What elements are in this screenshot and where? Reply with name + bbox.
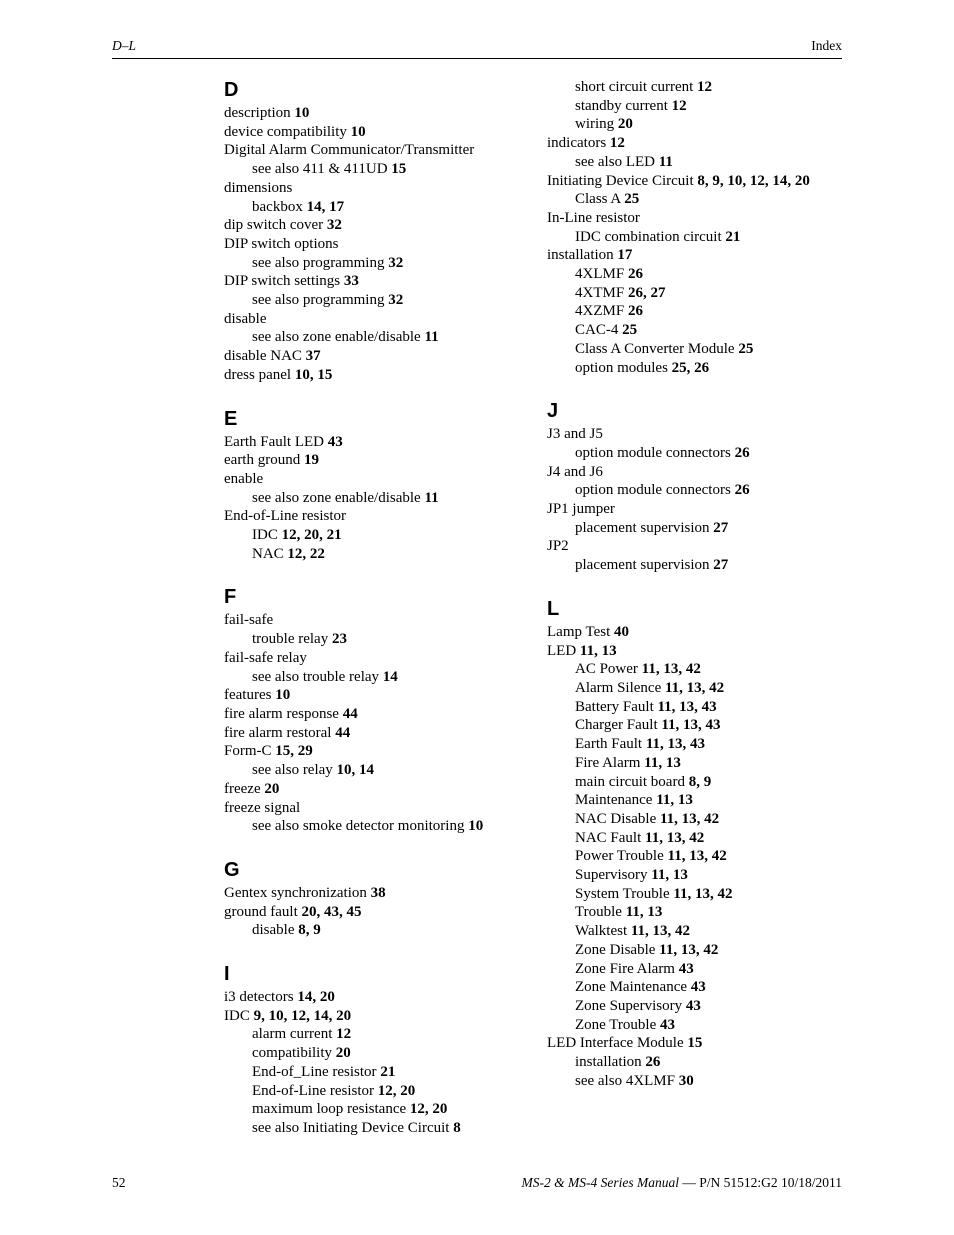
index-entry bbox=[224, 705, 534, 724]
entry-term: placement supervision bbox=[575, 557, 710, 574]
index-entry bbox=[547, 1034, 847, 1053]
entry-pages: 11, 13, 42 bbox=[641, 661, 701, 678]
entry-term: option module connectors bbox=[575, 482, 731, 499]
entry-pages: 12 bbox=[671, 97, 687, 114]
entry-term: Earth Fault LED bbox=[224, 433, 324, 450]
index-entry bbox=[224, 1007, 534, 1026]
index-left-column bbox=[224, 78, 534, 1160]
index-entry bbox=[547, 172, 847, 191]
index-section bbox=[547, 399, 847, 575]
index-entry bbox=[224, 347, 534, 366]
entry-term: dip switch cover bbox=[224, 217, 324, 234]
index-section bbox=[547, 78, 847, 377]
entry-term: disable bbox=[224, 310, 267, 327]
index-subentry bbox=[547, 284, 847, 303]
entry-pages: 43 bbox=[690, 979, 706, 996]
entry-term: disable bbox=[252, 922, 295, 939]
index-subentry bbox=[547, 228, 847, 247]
index-entry bbox=[224, 310, 534, 329]
entry-pages: 15 bbox=[391, 161, 407, 178]
index-subentry bbox=[547, 302, 847, 321]
manual-title: MS-2 & MS-4 Series Manual bbox=[521, 1175, 679, 1190]
index-subentry bbox=[547, 679, 847, 698]
index-subentry bbox=[547, 519, 847, 538]
index-entry bbox=[224, 988, 534, 1007]
entry-pages: 32 bbox=[388, 254, 404, 271]
index-subentry bbox=[547, 922, 847, 941]
index-subentry bbox=[224, 291, 534, 310]
entry-pages: 15, 29 bbox=[275, 743, 313, 760]
entry-term: backbox bbox=[252, 198, 303, 215]
entry-pages: 38 bbox=[370, 884, 386, 901]
entry-term: maximum loop resistance bbox=[252, 1101, 407, 1118]
entry-term: Fire Alarm bbox=[575, 754, 641, 771]
entry-term: Zone Trouble bbox=[575, 1016, 657, 1033]
entry-pages: 40 bbox=[614, 623, 629, 640]
entry-term: enable bbox=[224, 470, 264, 487]
entry-pages: 11, 13 bbox=[579, 642, 617, 659]
index-subentry bbox=[547, 265, 847, 284]
index-section bbox=[224, 858, 534, 940]
index-subentry bbox=[224, 1082, 534, 1101]
index-subentry bbox=[224, 1100, 534, 1119]
entry-term: short circuit current bbox=[575, 79, 694, 95]
index-entry bbox=[224, 433, 534, 452]
entry-term: wiring bbox=[575, 116, 615, 133]
entry-pages: 11, 13 bbox=[651, 867, 688, 884]
index-entry bbox=[224, 884, 534, 903]
index-entry bbox=[547, 623, 847, 642]
index-subentry bbox=[547, 810, 847, 829]
index-entry bbox=[224, 123, 534, 142]
entry-term: Maintenance bbox=[575, 792, 653, 809]
entry-pages: 10 bbox=[350, 123, 366, 140]
entry-term: dress panel bbox=[224, 366, 292, 383]
entry-term: earth ground bbox=[224, 452, 301, 469]
entry-term: Zone Maintenance bbox=[575, 979, 688, 996]
index-subentry bbox=[547, 885, 847, 904]
index-entry bbox=[547, 463, 847, 482]
section-letter: L bbox=[547, 597, 560, 620]
entry-pages: 12 bbox=[697, 79, 713, 95]
index-subentry bbox=[547, 340, 847, 359]
entry-term: Charger Fault bbox=[575, 717, 658, 734]
index-subentry bbox=[547, 1072, 847, 1091]
entry-term: freeze bbox=[224, 780, 261, 797]
entry-term: features bbox=[224, 687, 272, 704]
footer-manual-info bbox=[522, 1175, 843, 1191]
index-entry bbox=[224, 507, 534, 526]
entry-pages: 10 bbox=[468, 818, 484, 835]
entry-pages: 10 bbox=[294, 105, 310, 121]
entry-term: Walktest bbox=[575, 923, 628, 940]
entry-term: standby current bbox=[575, 97, 668, 114]
entry-term: see also 411 & 411UD bbox=[252, 161, 388, 178]
entry-pages: 10 bbox=[275, 687, 291, 704]
index-entry bbox=[224, 451, 534, 470]
entry-pages: 32 bbox=[326, 217, 342, 234]
index-subentry bbox=[224, 489, 534, 508]
entry-pages: 11, 13, 42 bbox=[645, 829, 705, 846]
index-subentry bbox=[547, 997, 847, 1016]
entry-term: see also programming bbox=[252, 292, 385, 309]
entry-term: see also Initiating Device Circuit bbox=[252, 1119, 450, 1136]
entry-pages: 12, 20 bbox=[377, 1082, 416, 1099]
entry-pages: 15 bbox=[687, 1035, 703, 1052]
entry-term: Zone Disable bbox=[575, 941, 656, 958]
entry-term: see also relay bbox=[252, 762, 333, 779]
entry-term: 4XTMF bbox=[575, 284, 625, 301]
header-range: D–L bbox=[112, 38, 137, 53]
entry-term: Trouble bbox=[575, 904, 622, 921]
entry-term: LED bbox=[547, 642, 577, 659]
entry-term: End-of-Line resistor bbox=[224, 508, 347, 525]
index-subentry bbox=[547, 941, 847, 960]
index-right-column bbox=[547, 78, 847, 1112]
entry-term: J3 and J5 bbox=[547, 426, 603, 443]
index-subentry bbox=[547, 115, 847, 134]
index-subentry bbox=[224, 1044, 534, 1063]
entry-pages: 11, 13 bbox=[644, 754, 681, 771]
entry-term: End-of_Line resistor bbox=[252, 1063, 377, 1080]
index-subentry bbox=[547, 556, 847, 575]
entry-pages: 11, 13, 43 bbox=[657, 698, 717, 715]
entry-pages: 26 bbox=[645, 1054, 661, 1071]
entry-pages: 11, 13 bbox=[625, 904, 663, 921]
entry-term: Class A Converter Module bbox=[575, 340, 735, 357]
entry-pages: 8, 9 bbox=[298, 922, 321, 939]
header-rule bbox=[112, 58, 842, 59]
section-letter: D bbox=[224, 79, 239, 101]
entry-pages: 26 bbox=[734, 444, 750, 461]
index-subentry bbox=[224, 545, 534, 564]
entry-pages: 25, 26 bbox=[671, 359, 710, 376]
index-entry bbox=[224, 611, 534, 630]
index-subentry bbox=[547, 660, 847, 679]
index-subentry bbox=[547, 1053, 847, 1072]
entry-term: installation bbox=[547, 247, 614, 264]
section-letter: I bbox=[224, 963, 230, 986]
index-subentry bbox=[547, 1016, 847, 1035]
entry-pages: 14, 20 bbox=[297, 989, 335, 1006]
index-subentry bbox=[547, 153, 847, 172]
entry-term: Power Trouble bbox=[575, 848, 664, 865]
entry-term: fire alarm response bbox=[224, 705, 339, 722]
entry-term: Digital Alarm Communicator/Transmitter bbox=[224, 142, 475, 159]
entry-pages: 8, 9, 10, 12, 14, 20 bbox=[697, 172, 810, 189]
entry-pages: 20 bbox=[617, 116, 633, 133]
entry-pages: 11, 13 bbox=[656, 792, 693, 809]
entry-pages: 25 bbox=[738, 340, 754, 357]
index-subentry bbox=[224, 1025, 534, 1044]
entry-term: disable NAC bbox=[224, 348, 302, 365]
index-subentry bbox=[547, 190, 847, 209]
index-subentry bbox=[224, 198, 534, 217]
index-entry bbox=[547, 642, 847, 661]
entry-pages: 11, 13, 42 bbox=[659, 941, 719, 958]
index-entry bbox=[224, 724, 534, 743]
index-subentry bbox=[224, 668, 534, 687]
index-entry bbox=[224, 470, 534, 489]
index-subentry bbox=[547, 698, 847, 717]
entry-pages: 25 bbox=[624, 191, 640, 208]
entry-pages: 26 bbox=[627, 266, 643, 283]
index-subentry bbox=[547, 773, 847, 792]
entry-term: see also zone enable/disable bbox=[252, 489, 421, 506]
index-entry bbox=[224, 141, 534, 160]
entry-pages: 11, 13, 43 bbox=[661, 717, 721, 734]
entry-pages: 19 bbox=[303, 452, 319, 469]
entry-pages: 12, 20, 21 bbox=[281, 527, 342, 544]
entry-term: IDC bbox=[224, 1007, 250, 1024]
entry-term: Earth Fault bbox=[575, 736, 643, 753]
entry-pages: 11, 13, 42 bbox=[667, 848, 727, 865]
entry-pages: 11, 13, 42 bbox=[664, 679, 725, 696]
entry-term: NAC bbox=[252, 545, 284, 562]
entry-term: main circuit board bbox=[575, 773, 685, 790]
entry-pages: 8, 9 bbox=[688, 773, 712, 790]
index-entry bbox=[547, 500, 847, 519]
index-subentry bbox=[547, 903, 847, 922]
index-subentry bbox=[224, 761, 534, 780]
entry-term: see also LED bbox=[575, 153, 655, 170]
index-subentry bbox=[547, 978, 847, 997]
entry-pages: 8 bbox=[453, 1119, 461, 1136]
entry-pages: 26 bbox=[734, 482, 750, 499]
index-subentry bbox=[547, 716, 847, 735]
index-subentry bbox=[547, 960, 847, 979]
index-entry bbox=[547, 134, 847, 153]
entry-term: Lamp Test bbox=[547, 623, 611, 640]
index-subentry bbox=[224, 526, 534, 545]
entry-term: fail-safe bbox=[224, 612, 274, 629]
entry-pages: 10, 14 bbox=[336, 762, 375, 779]
index-section bbox=[547, 597, 847, 1091]
index-entry bbox=[224, 903, 534, 922]
index-subentry bbox=[547, 735, 847, 754]
entry-term: see also zone enable/disable bbox=[252, 329, 421, 346]
entry-pages: 25 bbox=[622, 322, 638, 339]
index-subentry bbox=[547, 791, 847, 810]
index-entry bbox=[224, 649, 534, 668]
entry-term: NAC Fault bbox=[575, 829, 642, 846]
entry-term: compatibility bbox=[252, 1045, 332, 1062]
entry-term: see also trouble relay bbox=[252, 668, 380, 685]
entry-pages: 17 bbox=[617, 247, 633, 264]
entry-pages: 43 bbox=[660, 1016, 676, 1033]
entry-term: End-of-Line resistor bbox=[252, 1082, 375, 1099]
index-subentry bbox=[547, 359, 847, 378]
index-subentry bbox=[224, 1063, 534, 1082]
entry-pages: 30 bbox=[678, 1072, 694, 1089]
index-subentry bbox=[547, 321, 847, 340]
index-entry bbox=[224, 799, 534, 818]
entry-term: Battery Fault bbox=[575, 698, 654, 715]
index-subentry bbox=[224, 630, 534, 649]
entry-pages: 10, 15 bbox=[294, 366, 333, 383]
entry-term: Initiating Device Circuit bbox=[547, 172, 694, 189]
entry-term: ground fault bbox=[224, 903, 298, 920]
entry-term: LED Interface Module bbox=[547, 1035, 684, 1052]
index-entry bbox=[547, 209, 847, 228]
entry-term: trouble relay bbox=[252, 631, 329, 648]
entry-term: 4XLMF bbox=[575, 266, 625, 283]
index-subentry bbox=[547, 754, 847, 773]
entry-term: CAC-4 bbox=[575, 322, 619, 339]
index-entry bbox=[547, 425, 847, 444]
entry-pages: 11, 13, 43 bbox=[645, 736, 706, 753]
entry-term: Zone Fire Alarm bbox=[575, 960, 675, 977]
entry-pages: 44 bbox=[342, 705, 358, 722]
index-section bbox=[224, 962, 534, 1138]
index-entry bbox=[547, 246, 847, 265]
section-letter: G bbox=[224, 858, 240, 881]
index-entry bbox=[224, 216, 534, 235]
entry-term: Gentex synchronization bbox=[224, 884, 367, 901]
part-info: — P/N 51512:G2 10/18/2011 bbox=[678, 1175, 842, 1190]
index-subentry bbox=[547, 829, 847, 848]
entry-pages: 43 bbox=[685, 997, 701, 1014]
index-entry bbox=[224, 235, 534, 254]
entry-term: DIP switch options bbox=[224, 235, 339, 252]
entry-term: fire alarm restoral bbox=[224, 724, 332, 741]
page-number: 52 bbox=[112, 1175, 126, 1190]
entry-term: System Trouble bbox=[575, 885, 670, 902]
entry-term: fail-safe relay bbox=[224, 649, 307, 666]
entry-term: i3 detectors bbox=[224, 989, 294, 1006]
entry-term: IDC bbox=[252, 527, 278, 544]
entry-term: Class A bbox=[575, 191, 621, 208]
entry-pages: 11 bbox=[424, 489, 439, 506]
entry-pages: 20 bbox=[264, 780, 280, 797]
entry-term: Alarm Silence bbox=[575, 679, 662, 696]
entry-pages: 26, 27 bbox=[627, 284, 666, 301]
entry-term: freeze signal bbox=[224, 799, 301, 816]
entry-pages: 33 bbox=[343, 273, 359, 290]
entry-term: JP1 jumper bbox=[547, 501, 615, 518]
entry-term: option module connectors bbox=[575, 444, 731, 461]
index-subentry bbox=[224, 328, 534, 347]
entry-pages: 20 bbox=[335, 1045, 351, 1062]
index-entry bbox=[224, 742, 534, 761]
entry-pages: 23 bbox=[331, 631, 347, 648]
entry-term: IDC combination circuit bbox=[575, 228, 722, 245]
entry-pages: 9, 10, 12, 14, 20 bbox=[253, 1007, 352, 1024]
index-entry bbox=[224, 366, 534, 385]
entry-term: alarm current bbox=[252, 1026, 333, 1043]
index-subentry bbox=[547, 866, 847, 885]
entry-pages: 27 bbox=[713, 519, 729, 536]
index-subentry bbox=[224, 817, 534, 836]
index-subentry bbox=[547, 481, 847, 500]
index-entry bbox=[547, 537, 847, 556]
entry-term: description bbox=[224, 105, 291, 121]
entry-pages: 21 bbox=[380, 1063, 396, 1080]
entry-pages: 11, 13, 42 bbox=[673, 885, 733, 902]
index-subentry bbox=[224, 160, 534, 179]
index-entry bbox=[224, 104, 534, 123]
header-section: Index bbox=[811, 38, 842, 53]
entry-term: J4 and J6 bbox=[547, 463, 603, 480]
index-section bbox=[224, 407, 534, 564]
index-entry bbox=[224, 780, 534, 799]
index-subentry bbox=[224, 921, 534, 940]
index-subentry bbox=[224, 1119, 534, 1138]
index-entry bbox=[224, 272, 534, 291]
entry-pages: 44 bbox=[335, 724, 351, 741]
entry-term: see also 4XLMF bbox=[575, 1072, 675, 1089]
section-letter: F bbox=[224, 586, 237, 609]
entry-pages: 43 bbox=[678, 960, 694, 977]
index-subentry bbox=[224, 254, 534, 273]
section-letter: E bbox=[224, 407, 238, 430]
entry-pages: 11 bbox=[658, 153, 673, 170]
entry-term: JP2 bbox=[547, 538, 569, 555]
entry-term: option modules bbox=[575, 359, 668, 376]
entry-pages: 11, 13, 42 bbox=[660, 810, 720, 827]
entry-term: AC Power bbox=[575, 661, 638, 678]
index-subentry bbox=[547, 78, 847, 97]
entry-term: see also programming bbox=[252, 254, 385, 271]
entry-pages: 14, 17 bbox=[306, 198, 345, 215]
entry-term: 4XZMF bbox=[575, 303, 625, 320]
entry-pages: 14 bbox=[382, 668, 398, 685]
index-entry bbox=[224, 686, 534, 705]
entry-term: Zone Supervisory bbox=[575, 997, 683, 1014]
entry-term: Supervisory bbox=[575, 867, 648, 884]
entry-pages: 43 bbox=[327, 433, 343, 450]
index-section bbox=[224, 585, 534, 835]
entry-pages: 20, 43, 45 bbox=[301, 903, 362, 920]
entry-term: In-Line resistor bbox=[547, 209, 640, 226]
entry-pages: 11 bbox=[424, 329, 439, 346]
entry-term: see also smoke detector monitoring bbox=[252, 818, 465, 835]
entry-term: dimensions bbox=[224, 179, 293, 196]
entry-pages: 26 bbox=[627, 303, 643, 320]
section-letter: J bbox=[547, 400, 559, 423]
entry-term: Form-C bbox=[224, 743, 272, 760]
entry-pages: 37 bbox=[305, 348, 321, 365]
index-subentry bbox=[547, 97, 847, 116]
entry-pages: 32 bbox=[388, 292, 404, 309]
entry-term: device compatibility bbox=[224, 123, 347, 140]
entry-term: NAC Disable bbox=[575, 810, 657, 827]
entry-pages: 11, 13, 42 bbox=[630, 923, 691, 940]
entry-term: placement supervision bbox=[575, 519, 710, 536]
index-section bbox=[224, 78, 534, 385]
entry-pages: 27 bbox=[713, 557, 729, 574]
entry-pages: 21 bbox=[725, 228, 741, 245]
entry-pages: 12, 22 bbox=[287, 545, 325, 562]
entry-term: DIP switch settings bbox=[224, 273, 341, 290]
entry-pages: 12, 20 bbox=[409, 1101, 448, 1118]
entry-term: installation bbox=[575, 1054, 642, 1071]
index-entry bbox=[224, 179, 534, 198]
entry-pages: 12 bbox=[609, 135, 625, 152]
entry-pages: 12 bbox=[336, 1026, 352, 1043]
index-subentry bbox=[547, 444, 847, 463]
entry-term: indicators bbox=[547, 135, 607, 152]
index-subentry bbox=[547, 847, 847, 866]
